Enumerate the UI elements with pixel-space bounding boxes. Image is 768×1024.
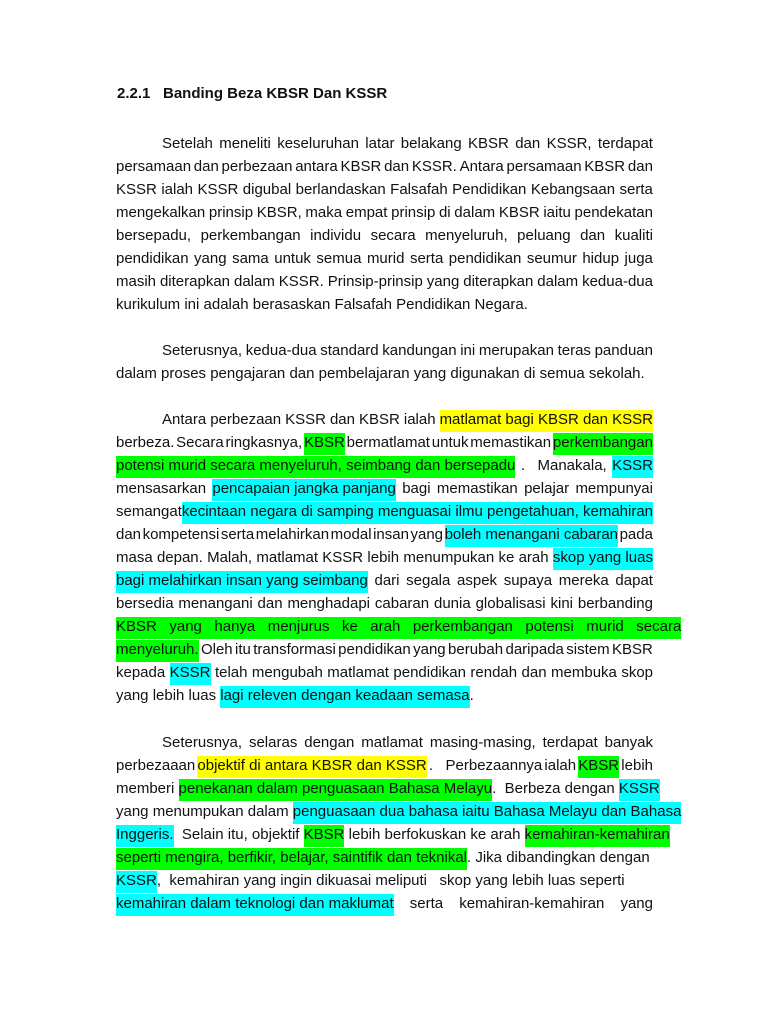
text-line — [116, 848, 653, 870]
text-run: memastikan — [470, 434, 552, 451]
text-run: terdapat — [597, 135, 653, 152]
text-run: diterapkan — [159, 273, 231, 290]
text-run: itu — [235, 641, 251, 658]
text-run: . Manakala, — [520, 457, 607, 474]
text-run: berubah — [448, 641, 504, 658]
text-run: di — [438, 204, 451, 221]
text-run: diterapkan — [463, 273, 534, 290]
text-run: Seterusnya, — [162, 342, 243, 359]
text-run: antara — [295, 158, 338, 175]
text-run: KBSR — [340, 158, 382, 175]
text-line — [116, 295, 653, 317]
text-run: KBSR, — [256, 204, 302, 221]
text-line — [116, 663, 653, 685]
text-run: serta — [220, 526, 255, 543]
text-run: KSSR. — [411, 158, 457, 175]
text-run: supaya — [503, 572, 553, 589]
text-line — [116, 157, 653, 179]
text-run: dari — [374, 572, 400, 589]
text-run: prinsip — [391, 204, 436, 221]
text-run: Antara — [459, 158, 504, 175]
text-line — [116, 802, 682, 824]
text-run: secara — [370, 227, 416, 244]
text-run: matlamat — [256, 549, 319, 566]
text-run: dunia — [433, 595, 471, 612]
text-run: modal — [330, 526, 372, 543]
text-run: terdapat — [542, 734, 598, 751]
text-run: KBSR — [359, 411, 400, 428]
text-run: dan — [384, 158, 410, 175]
text-run: yang — [413, 641, 446, 658]
text-run: KBSR — [468, 135, 509, 152]
highlighted-text: KSSR — [619, 779, 660, 801]
text-run: kemahiran-kemahiran — [459, 895, 605, 912]
text-run: hidup — [582, 250, 620, 267]
text-run: belakang — [400, 135, 462, 152]
highlighted-text: kemahiran-kemahiran — [525, 825, 670, 847]
text-run: aspek — [457, 572, 498, 589]
text-run: menyeluruh, — [425, 227, 508, 244]
text-run: pendidikan — [448, 250, 522, 267]
text-run: pada — [619, 526, 653, 543]
text-run: berbeza. — [116, 434, 175, 451]
text-run: KSSR — [197, 181, 239, 198]
highlighted-text: boleh menangani cabaran — [445, 525, 618, 547]
text-run: matlamat — [327, 664, 389, 681]
text-run: individu — [310, 227, 362, 244]
section-title: Banding Beza KBSR Dan KSSR — [163, 85, 388, 102]
text-run: latar — [365, 135, 395, 152]
text-run: berbanding — [577, 595, 653, 612]
text-run: kedua-dua — [582, 273, 653, 290]
text-run: KSSR — [322, 549, 364, 566]
text-run: mengekalkan — [116, 204, 206, 221]
text-run: skop — [621, 664, 653, 681]
text-run: sistem — [566, 641, 610, 658]
highlighted-text: lagi releven dengan keadaan semasa — [220, 686, 469, 708]
text-run: murid — [366, 250, 405, 267]
text-run: yang — [194, 250, 227, 267]
section-heading — [117, 85, 387, 102]
text-run: semua — [316, 250, 362, 267]
text-run: . Perbezaannya — [428, 757, 543, 774]
text-run: ini — [460, 342, 476, 359]
text-line — [116, 686, 653, 708]
text-run: dapat — [615, 572, 653, 589]
text-line — [162, 134, 653, 156]
highlighted-text: KSSR — [116, 871, 157, 893]
highlighted-text: KBSR — [304, 433, 345, 455]
text-run: keseluruhan — [277, 135, 359, 152]
highlighted-text: perkembangan — [553, 433, 653, 455]
text-run: memastikan — [436, 480, 518, 497]
text-run: yang menumpukan dalam — [116, 803, 293, 820]
text-run: peluang — [517, 227, 571, 244]
text-run: pendidikan — [393, 664, 466, 681]
text-run: untuk — [431, 434, 469, 451]
text-run: KSSR. — [278, 273, 324, 290]
highlighted-text: potensi murid secara menyeluruh, seimbang dan bersepadu — [116, 456, 515, 478]
text-run: lebih — [367, 549, 400, 566]
text-run: Selain itu, objektif — [173, 826, 304, 843]
text-run: Prinsip-prinsip — [327, 273, 423, 290]
text-run: melahirkan — [255, 526, 330, 543]
text-run: digubal — [242, 181, 292, 198]
text-run: kini — [550, 595, 573, 612]
text-run: Antara — [162, 411, 207, 428]
text-run: depan. — [156, 549, 203, 566]
text-line — [162, 733, 653, 755]
text-run: yang — [426, 273, 460, 290]
text-run: matlamat — [361, 734, 423, 751]
text-run: prinsip — [208, 204, 254, 221]
text-run: serta — [619, 181, 653, 198]
text-run: cabaran — [374, 595, 430, 612]
text-run: transformasi — [253, 641, 336, 658]
text-run: telah — [214, 664, 248, 681]
text-line — [116, 894, 653, 916]
text-run: untuk — [274, 250, 311, 267]
text-run: maka — [305, 204, 343, 221]
text-run: perkembangan — [200, 227, 301, 244]
text-run: ringkasnya, — [225, 434, 303, 451]
text-line — [116, 249, 653, 271]
text-run: ke — [498, 549, 515, 566]
text-run: masing-masing, — [429, 734, 536, 751]
text-run: kurikulum ini adalah berasaskan Falsafah Pendidikan Negara. — [116, 296, 528, 313]
highlighted-text: KSSR — [170, 663, 211, 685]
text-run: masa — [116, 549, 153, 566]
text-run: globalisasi — [475, 595, 546, 612]
highlighted-text: kecintaan negara di samping menguasai ilmu pengetahuan, kemahiran — [182, 502, 653, 524]
highlighted-text: objektif di antara KBSR dan KSSR — [197, 756, 426, 778]
text-run: bagi — [402, 480, 431, 497]
text-run: bersedia — [116, 595, 174, 612]
highlighted-text: menyeluruh. — [116, 640, 199, 662]
text-line — [116, 825, 670, 847]
text-run: kompetensi — [142, 526, 220, 543]
text-run: . Jika dibandingkan dengan — [467, 849, 650, 866]
highlighted-text: Inggeris. — [116, 825, 174, 847]
text-run: mereka — [558, 572, 609, 589]
text-run: pendidikan — [116, 250, 189, 267]
section-number: 2.2.1 — [117, 85, 151, 102]
text-run: yang lebih luas — [116, 687, 221, 704]
text-run: serta — [409, 250, 444, 267]
text-line — [116, 779, 660, 801]
highlighted-text: KSSR — [612, 456, 653, 478]
text-run: kedua-dua — [245, 342, 317, 359]
text-run: ialah — [161, 181, 194, 198]
text-run: dengan — [304, 734, 355, 751]
text-run: standard — [320, 342, 379, 359]
text-run: , kemahiran yang ingin dikuasai meliputi skop yang lebih luas seperti — [156, 872, 625, 889]
text-run: Setelah — [162, 135, 213, 152]
text-line — [116, 203, 653, 225]
text-run: perbezaaan — [116, 757, 196, 774]
text-run: pendidikan — [338, 641, 411, 658]
text-run: daripada — [505, 641, 564, 658]
text-run: bermatlamat — [346, 434, 430, 451]
text-run: Secara — [176, 434, 224, 451]
text-run: pelajar — [524, 480, 570, 497]
text-run: KBSR — [584, 158, 626, 175]
text-run: Oleh — [200, 641, 233, 658]
highlighted-text: KBSR — [304, 825, 345, 847]
text-run: KSSR — [285, 411, 326, 428]
text-run: persamaan — [506, 158, 582, 175]
text-run: ialah — [403, 411, 436, 428]
text-run: kandungan — [382, 342, 457, 359]
text-run: KBSR — [612, 641, 653, 658]
text-run: insan — [373, 526, 409, 543]
text-run: selaras — [248, 734, 298, 751]
highlighted-text: penguasaan dua bahasa iaitu Bahasa Melayu dan Bahasa — [293, 802, 682, 824]
text-line — [116, 272, 653, 294]
text-run: semangat — [116, 503, 182, 520]
text-run: banyak — [604, 734, 653, 751]
text-run: perbezaan — [210, 411, 282, 428]
text-run: dalam proses pengajaran dan pembelajaran yang digunakan di semua sekolah. — [116, 365, 645, 382]
text-line — [116, 433, 653, 455]
text-run: kepada — [116, 664, 166, 681]
text-line — [162, 410, 653, 432]
highlighted-text: seperti mengira, berfikir, belajar, saintifik dan teknikal — [116, 848, 467, 870]
text-run: menumpukan — [403, 549, 495, 566]
text-line — [116, 871, 653, 893]
text-line — [116, 525, 653, 547]
text-run: ialah — [544, 757, 577, 774]
text-run: menangani — [178, 595, 253, 612]
text-run: meneliti — [219, 135, 271, 152]
text-run: sama — [232, 250, 269, 267]
text-run: Kebangsaan — [530, 181, 616, 198]
highlighted-text: KBSR yang hanya menjurus ke arah perkembangan potensi murid secara — [116, 617, 681, 639]
text-run: yang — [620, 895, 653, 912]
text-line — [116, 548, 653, 570]
highlighted-text: kemahiran dalam teknologi dan maklumat — [116, 894, 394, 916]
text-run: memberi — [116, 780, 179, 797]
text-line — [162, 341, 653, 363]
text-run: Pendidikan — [452, 181, 527, 198]
text-run: merupakan — [478, 342, 554, 359]
highlighted-text: matlamat bagi KBSR dan KSSR — [440, 410, 653, 432]
text-line — [116, 640, 653, 662]
text-line — [116, 571, 653, 593]
text-run: KBSR — [498, 204, 540, 221]
text-run: arah — [518, 549, 549, 566]
text-run: perbezaan — [221, 158, 293, 175]
text-run: Seterusnya, — [162, 734, 243, 751]
text-line — [116, 502, 653, 524]
text-run: empat — [345, 204, 388, 221]
text-run: lebih berfokuskan ke arah — [344, 826, 525, 843]
text-run: mempunyai — [575, 480, 653, 497]
text-run: serta — [409, 895, 444, 912]
text-run: Falsafah — [390, 181, 448, 198]
highlighted-text: KBSR — [578, 756, 619, 778]
text-run: dalam — [537, 273, 579, 290]
text-run: dan — [257, 595, 283, 612]
text-run: persamaan — [116, 158, 192, 175]
text-run: KSSR, — [546, 135, 592, 152]
text-line — [116, 617, 682, 639]
text-line — [116, 226, 653, 248]
text-run: Malah, — [207, 549, 253, 566]
text-run: iaitu — [543, 204, 571, 221]
text-run: dan — [116, 526, 142, 543]
text-line — [116, 456, 653, 478]
text-run: dan — [515, 135, 541, 152]
text-run: dan — [580, 227, 606, 244]
text-run: kualiti — [614, 227, 653, 244]
text-run: mensasarkan — [116, 480, 207, 497]
text-run: pendekatan — [574, 204, 653, 221]
highlighted-text: bagi melahirkan insan yang seimbang — [116, 571, 368, 593]
text-run: membuka — [551, 664, 617, 681]
text-run: rendah — [470, 664, 518, 681]
text-run: teras — [557, 342, 591, 359]
text-run: mengubah — [251, 664, 323, 681]
highlighted-text: skop yang luas — [553, 548, 653, 570]
text-run: berlandaskan — [295, 181, 386, 198]
text-run: lebih — [621, 757, 653, 774]
text-run: yang — [410, 526, 444, 543]
text-line — [116, 756, 653, 778]
text-run: masih — [116, 273, 157, 290]
highlighted-text: pencapaian jangka panjang — [212, 479, 396, 501]
text-run: dalam — [454, 204, 496, 221]
text-run: . Berbeza dengan — [492, 780, 619, 797]
text-run: juga — [624, 250, 653, 267]
text-run: bersepadu, — [116, 227, 192, 244]
text-run: seumur — [526, 250, 577, 267]
text-line — [116, 479, 653, 501]
text-run: dan — [329, 411, 355, 428]
highlighted-text: penekanan dalam penguasaan Bahasa Melayu — [179, 779, 493, 801]
text-run: dan — [521, 664, 547, 681]
text-run: dalam — [233, 273, 275, 290]
text-run: panduan — [594, 342, 653, 359]
text-line — [116, 364, 653, 386]
text-run: dan — [193, 158, 219, 175]
text-line — [116, 594, 653, 616]
text-line — [116, 180, 653, 202]
text-run: dan — [627, 158, 653, 175]
text-run: KSSR — [116, 181, 157, 198]
text-run: segala — [406, 572, 451, 589]
text-run: . — [469, 687, 474, 704]
text-run: menghadapi — [287, 595, 371, 612]
